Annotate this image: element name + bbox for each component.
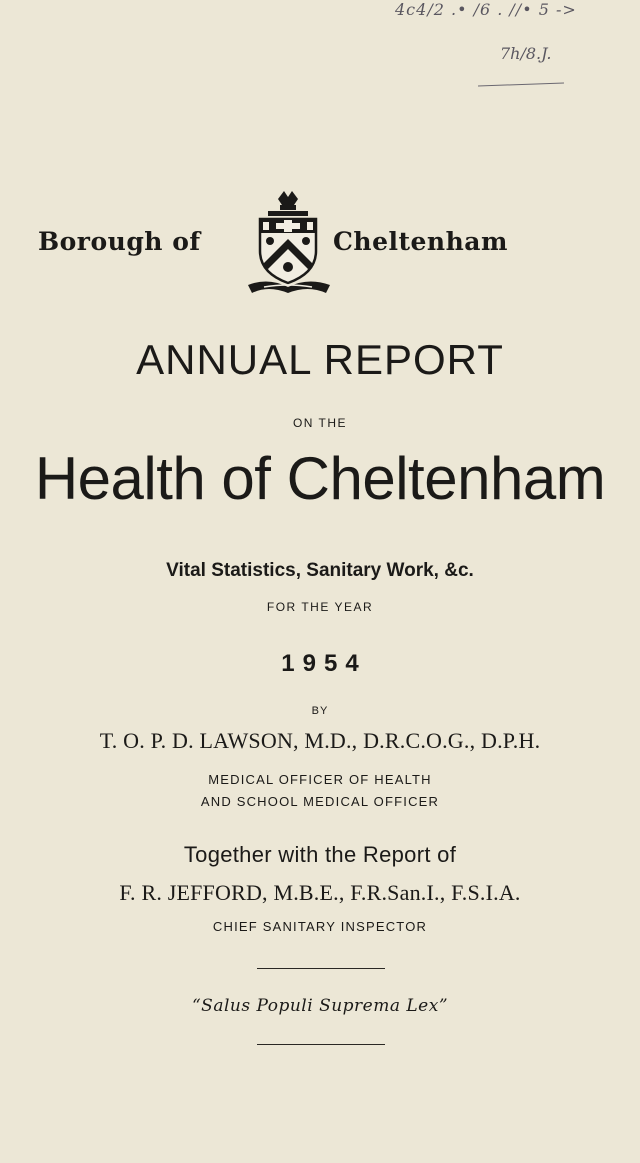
coauthor-intro: Together with the Report of [183, 842, 457, 867]
on-the-label: ON THE [292, 416, 348, 430]
report-subject: Health of Cheltenham [34, 445, 606, 512]
for-the-year-label: FOR THE YEAR [266, 600, 374, 614]
report-subtitle: Vital Statistics, Sanitary Work, &c. [166, 560, 474, 581]
divider-bottom [257, 1044, 385, 1045]
borough-header [0, 187, 640, 297]
coat-of-arms-icon [238, 187, 338, 295]
report-year: 1954 [281, 650, 367, 677]
handwritten-note-second: 7h/8.J. [500, 44, 552, 63]
motto: “Salus Populi Suprema Lex” [191, 996, 449, 1016]
author-role-line1: MEDICAL OFFICER OF HEALTH [208, 772, 432, 787]
borough-label: Borough of [38, 227, 201, 256]
divider-top [257, 968, 385, 969]
coauthor-role: CHIEF SANITARY INSPECTOR [212, 919, 428, 934]
author-role-line2: AND SCHOOL MEDICAL OFFICER [200, 794, 440, 809]
by-label: BY [311, 705, 329, 717]
handwritten-note-top: 4c4/2 .• /6 . //• 5 -> [395, 0, 577, 19]
town-label: Cheltenham [333, 227, 508, 256]
handwritten-underline [478, 82, 564, 86]
coauthor-name: F. R. JEFFORD, M.B.E., F.R.San.I., F.S.I.A. [119, 880, 521, 905]
author-name: T. O. P. D. LAWSON, M.D., D.R.C.O.G., D.P.H. [99, 728, 541, 753]
report-title: ANNUAL REPORT [136, 336, 504, 383]
